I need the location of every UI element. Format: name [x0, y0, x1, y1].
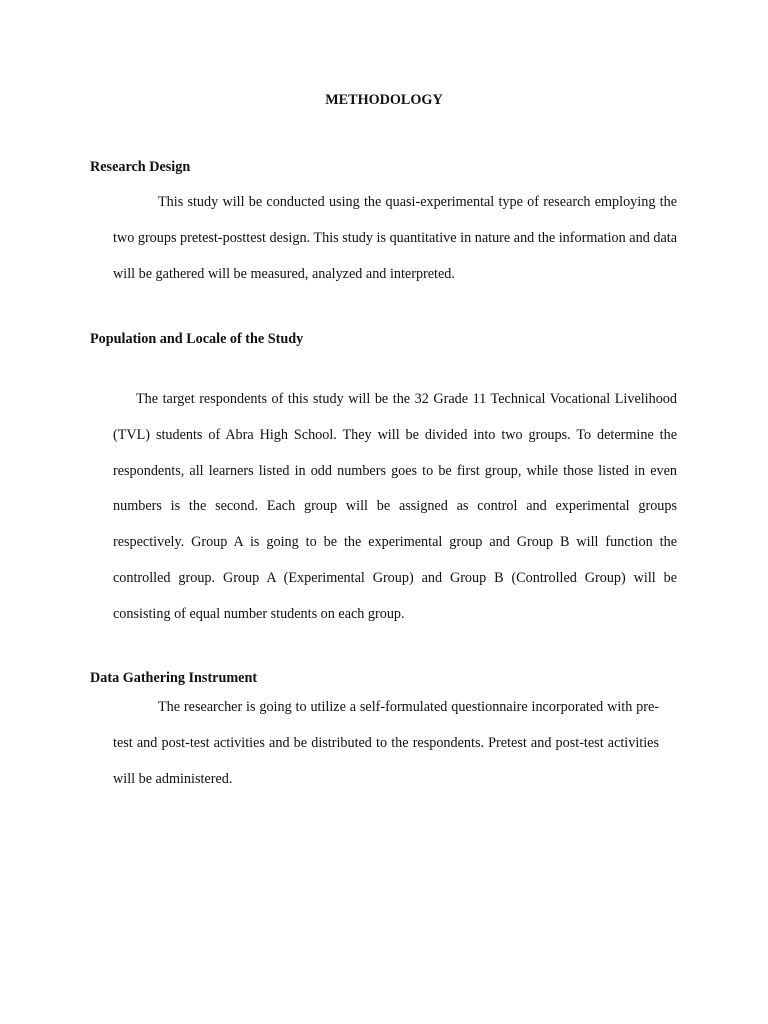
section-heading-instrument: Data Gathering Instrument: [90, 670, 258, 686]
section-paragraph-research-design: This study will be conducted using the quasi-experimental type of research employing the two groups pretest-posttest design. This study is quantitative in nature and the information and data will be gathered will be measured, analyzed and interpreted.: [113, 194, 677, 282]
document-title: METHODOLOGY: [325, 92, 443, 108]
section-paragraph-population: The target respondents of this study will be the 32 Grade 11 Technical Vocational Livelihood (TVL) students of Abra High School. They will be divided into two groups. To determine the respondents, all learners listed in odd numbers goes to be first group, while those listed in even numbers is the second. Each group will be assigned as control and experimental groups respectively. Group A is going to be the experimental group and Group B will function the controlled group. Group A (Experimental Group) and Group B (Controlled Group) will be consisting of equal number students on each group.: [113, 391, 677, 622]
section-heading-research-design: Research Design: [90, 159, 191, 175]
section-heading-population: Population and Locale of the Study: [90, 331, 304, 347]
section-paragraph-instrument: The researcher is going to utilize a self-formulated questionnaire incorporated with pre-test and post-test activities and be distributed to the respondents. Pretest and post-test activities will be administered.: [113, 699, 659, 787]
